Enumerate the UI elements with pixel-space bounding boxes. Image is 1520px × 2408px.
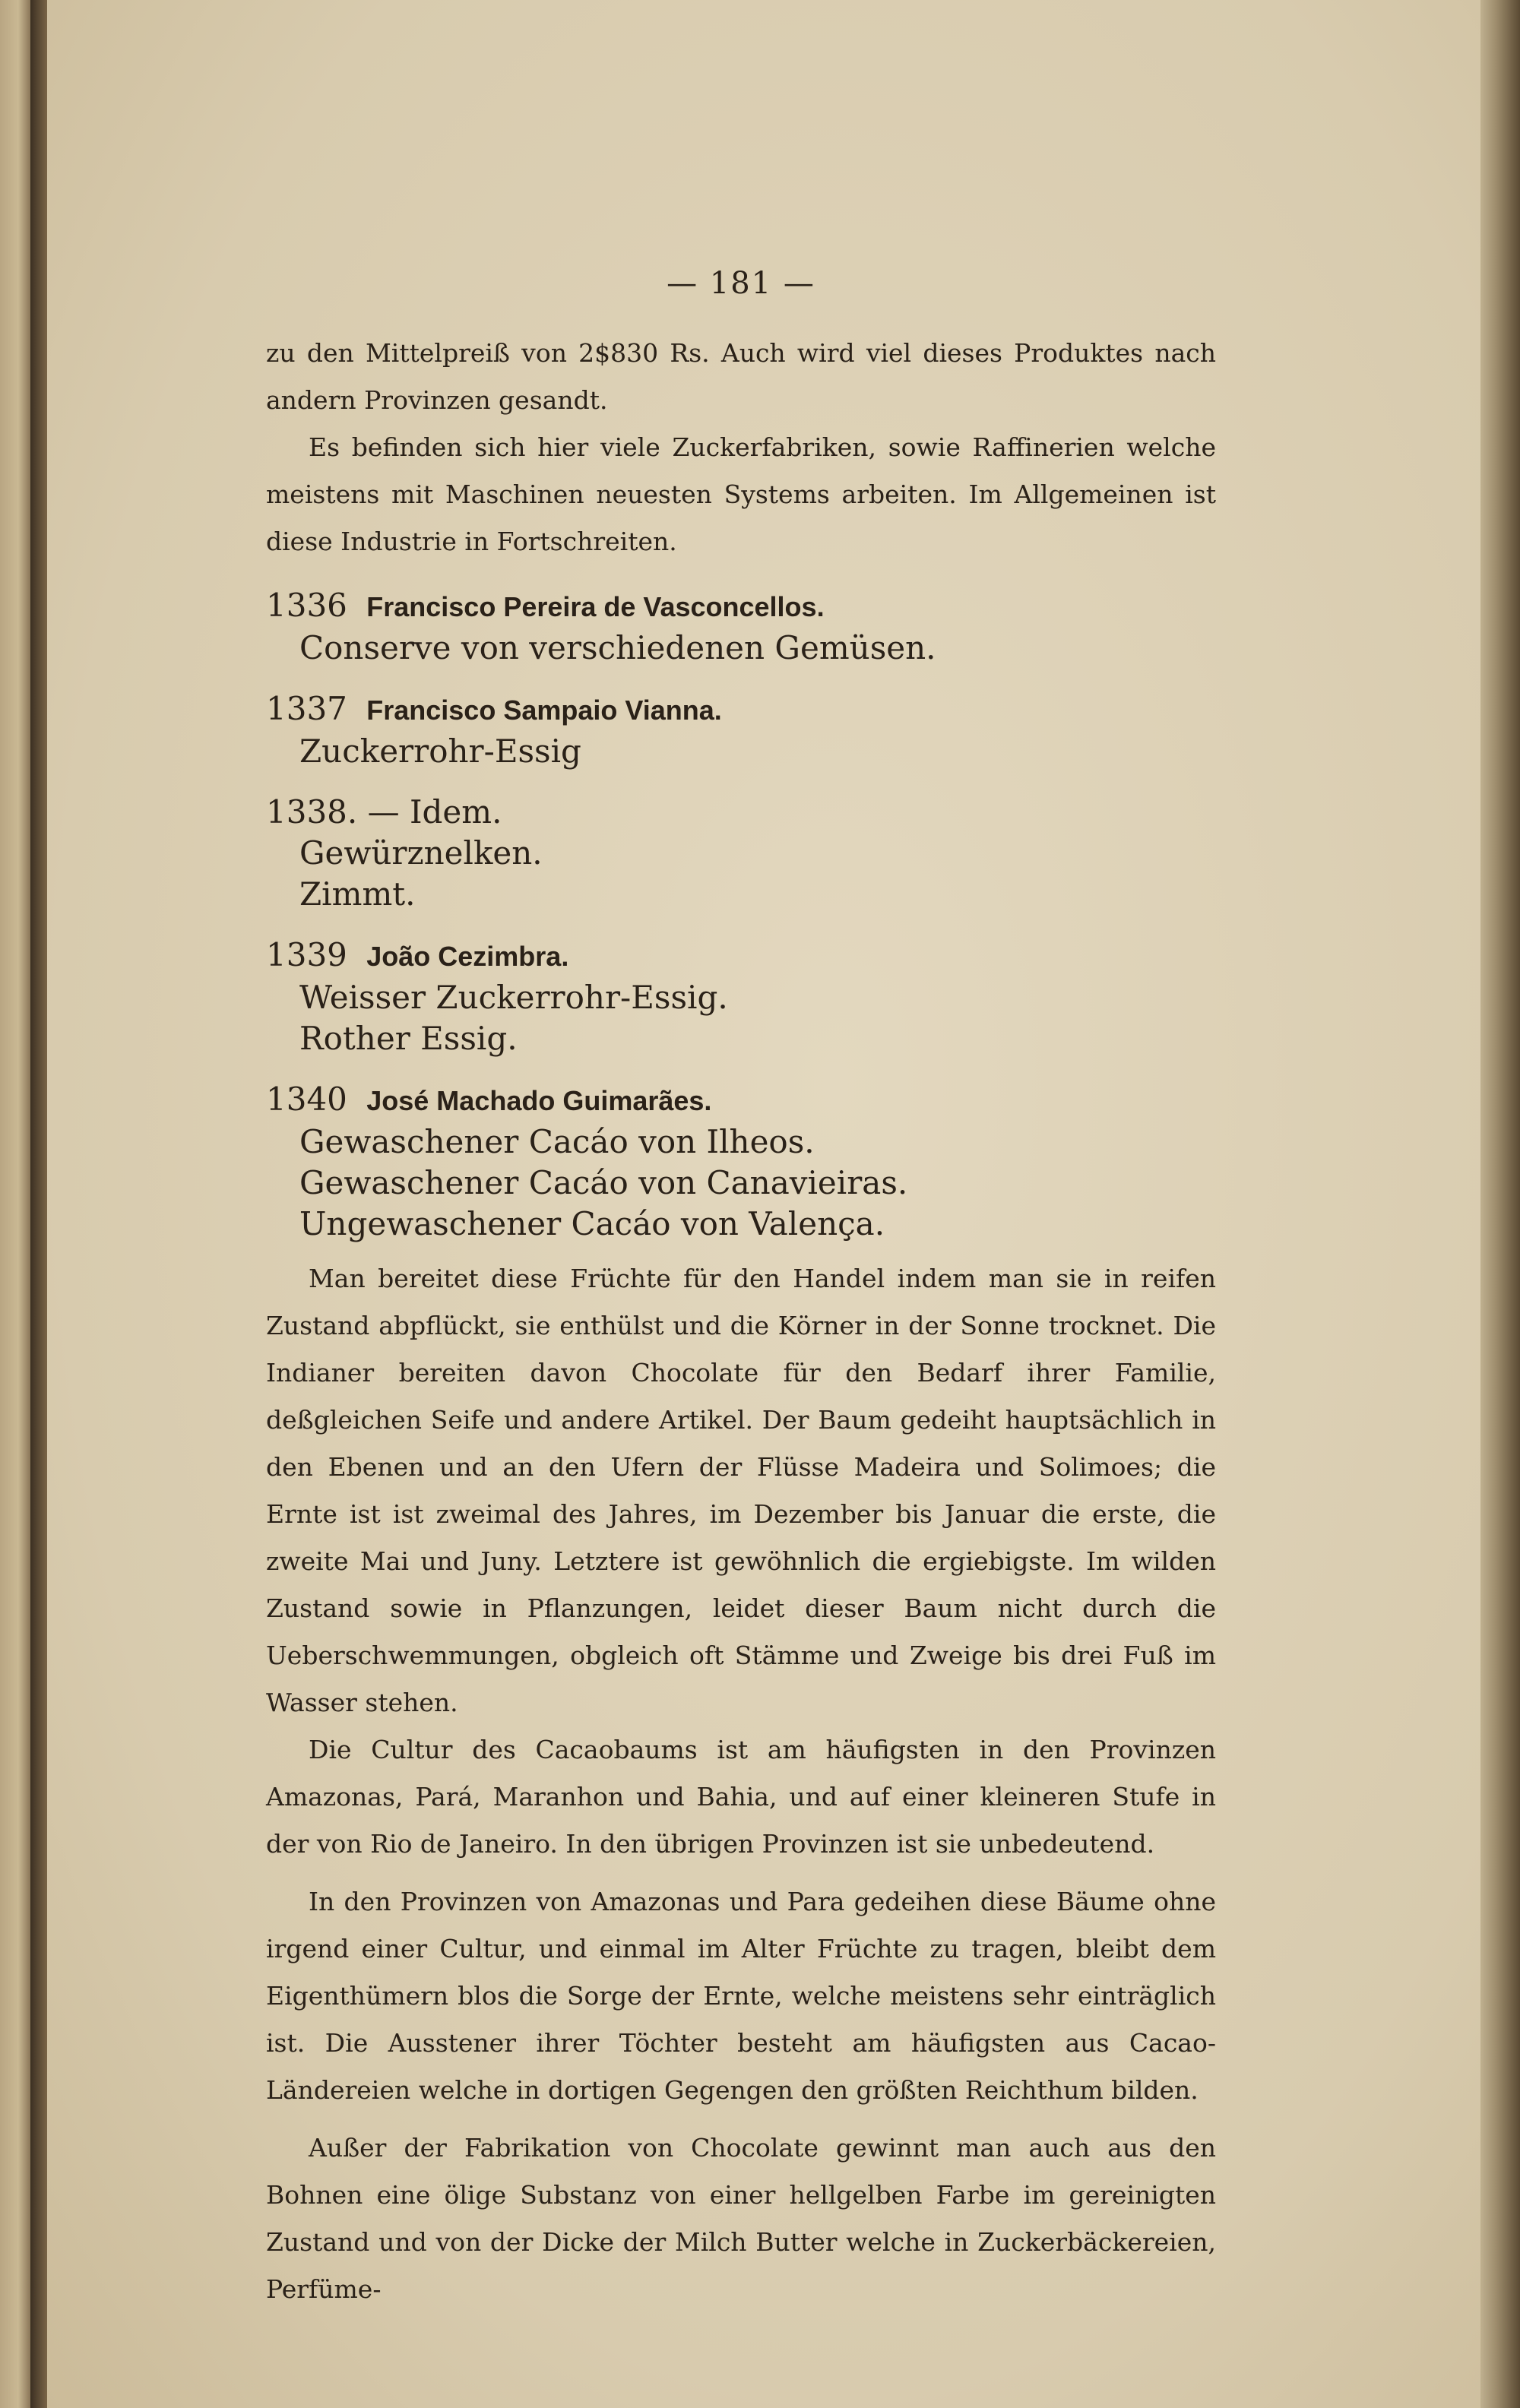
entry-item: Zimmt. [299,875,416,913]
body-paragraph: Außer der Fabrikation von Chocolate gewinnt man auch aus den Bohnen eine ölige Substanz von einer hellgelben Farbe im gereinigten Zustand und von der Dicke der Milch Butter welche in Zuckerbäckereien, Perfüme- [266,2133,1216,2304]
entry-heading [266,1079,1216,1122]
body-paragraph: Die Cultur des Cacaobaums ist am häufigsten in den Provinzen Amazonas, Pará, Maranhon und Bahia, und auf einer kleineren Stufe in der von Rio de Janeiro. In den übrigen Provinzen ist sie unbedeutend. [266,1735,1216,1859]
exhibit-entry-1338 [266,792,1216,915]
entry-number: 1337 [266,690,347,727]
entry-number: 1340 [266,1081,347,1118]
entry-item: Conserve von verschiedenen Gemüsen. [299,629,936,666]
entry-item: Rother Essig. [299,1020,518,1057]
entry-number: 1339 [266,936,347,973]
body-paragraph: In den Provinzen von Amazonas und Para gedeihen diese Bäume ohne irgend einer Cultur, und einmal im Alter Früchte zu tragen, bleibt dem Eigenthümern blos die Sorge der Ernte, welche meistens sehr einträglich ist. Die Ausstener ihrer Töchter besteht am häufigsten aus Cacao-Ländereien welche in dortigen Gegengen den größten Reichthum bilden. [266,1887,1216,2105]
entry-item: Gewaschener Cacáo von Ilheos. [299,1123,815,1160]
body-paragraph: Man bereitet diese Früchte für den Handel indem man sie in reifen Zustand abpflückt, sie enthülst und die Körner in der Sonne trocknet. Die Indianer bereiten davon Chocolate für den Bedarf ihrer Familie, deßgleichen Seife und andere Artikel. Der Baum gedeiht hauptsächlich in den Ebenen und an den Ufern der Flüsse Madeira und Solimoes; die Ernte ist ist zweimal des Jahres, im Dezember bis Januar die erste, die zweite Mai und Juny. Letztere ist gewöhnlich die ergiebigste. Im wilden Zustand sowie in Pflanzungen, leidet dieser Baum nicht durch die Ueberschwemmungen, obgleich oft Stämme und Zweige bis drei Fuß im Wasser stehen. [266,1264,1216,1717]
entry-item: Zuckerrohr-Essig [299,733,581,770]
exhibitor-name: João Cezimbra. [366,941,569,972]
entry-item: Weisser Zuckerrohr-Essig. [299,979,728,1016]
entry-item: Ungewaschener Cacáo von Valença. [299,1205,885,1242]
previous-page-edge [0,0,30,2408]
entry-heading [266,935,1216,977]
entry-number: 1338. [266,793,358,831]
book-gutter [30,0,47,2408]
intro-paragraph: Es befinden sich hier viele Zuckerfabriken, sowie Raffinerien welche meistens mit Maschinen neuesten Systems arbeiten. Im Allgemeinen ist diese Industrie in Fortschreiten. [266,432,1216,556]
exhibit-entry-1340 [266,1079,1216,1245]
entry-heading [266,792,1216,833]
exhibitor-name: Francisco Pereira de Vasconcellos. [366,591,825,622]
exhibit-entry-1336 [266,585,1216,669]
entry-item: Gewaschener Cacáo von Canavieiras. [299,1164,908,1201]
page-content [266,266,1216,2313]
entry-item: Gewürznelken. [299,834,543,872]
exhibitor-name: — Idem. [367,793,502,831]
page-number: — 181 — [667,266,815,301]
entry-heading [266,585,1216,628]
exhibit-entry-1337 [266,688,1216,772]
entry-heading [266,688,1216,731]
exhibitor-name: José Machado Guimarães. [366,1085,712,1116]
exhibit-entry-1339 [266,935,1216,1059]
exhibitor-name: Francisco Sampaio Vianna. [366,695,722,726]
entry-number: 1336 [266,587,347,624]
page-edge-right [1480,0,1520,2408]
intro-paragraph: zu den Mittelpreiß von 2$830 Rs. Auch wird viel dieses Produktes nach andern Provinzen gesandt. [266,338,1216,415]
